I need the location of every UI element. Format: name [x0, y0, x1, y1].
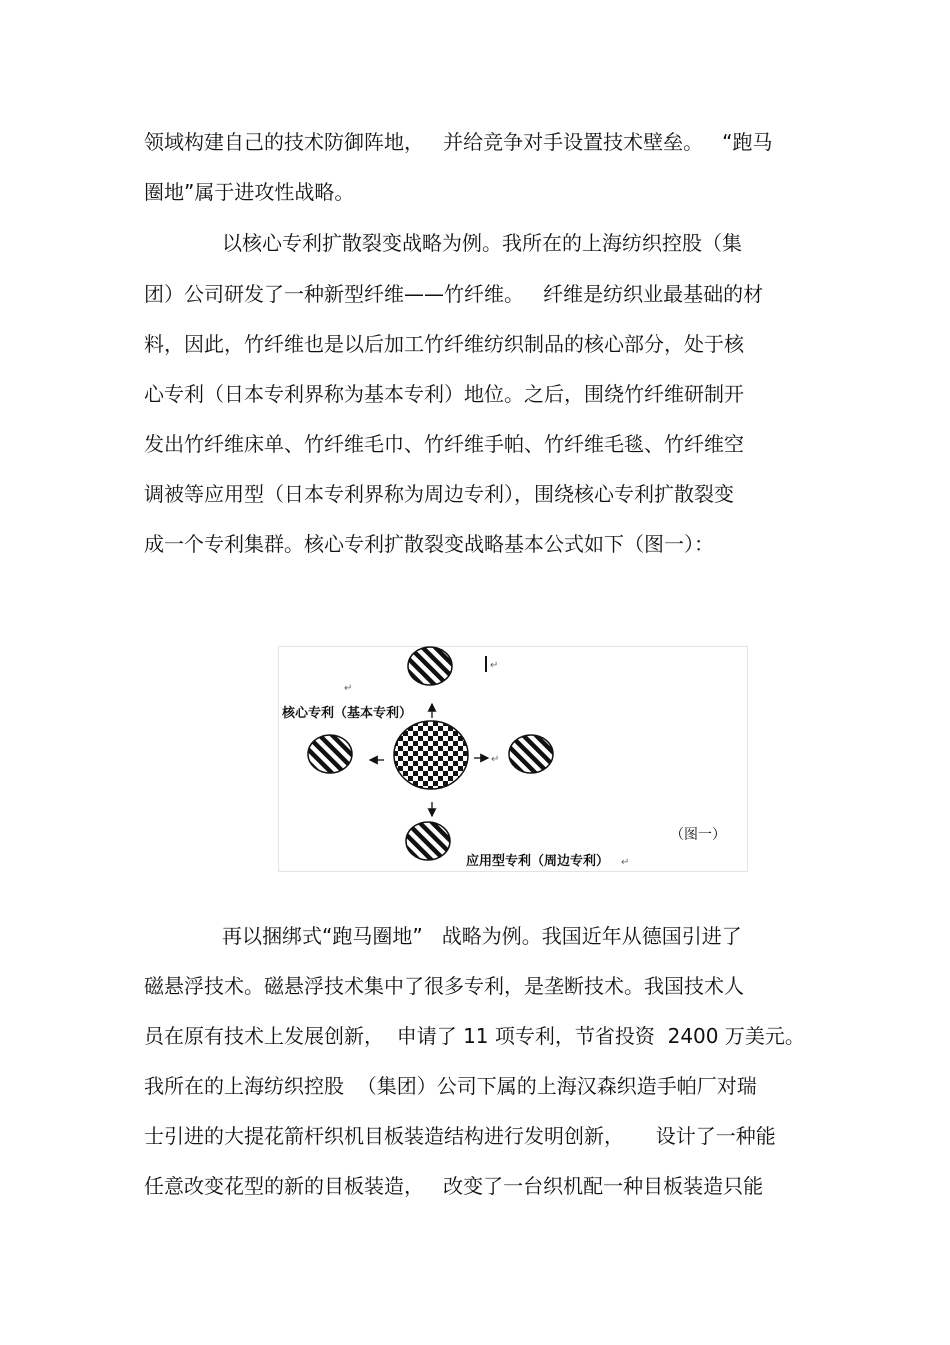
right-application-patent-circle [509, 735, 553, 773]
core-patent-label: 核心专利（基本专利） [282, 706, 413, 721]
paragraph-2-line-4: 心专利（日本专利界称为基本专利）地位。之后，围绕竹纤维研制开 [144, 382, 744, 406]
paragraph-3-line-4: 我所在的上海纺织控股 （集团）公司下属的上海汉森织造手帕厂对瑞 [144, 1074, 757, 1098]
left-application-patent-circle [308, 735, 352, 773]
bottom-application-patent-circle [406, 822, 450, 860]
patent-diagram-figure [278, 646, 748, 872]
paragraph-2-line-5: 发出竹纤维床单、竹纤维毛巾、竹纤维手帕、竹纤维毛毯、竹纤维空 [144, 432, 744, 456]
label-return-mark: ↵ [344, 683, 353, 694]
app-label-return-mark: ↵ [621, 857, 630, 868]
cursor-return-mark: ↵ [490, 660, 499, 671]
paragraph-3-line-5: 士引进的大提花箭杆织机目板装造结构进行发明创新， 设计了一种能 [144, 1124, 776, 1148]
right-arrow-return-mark: ↵ [491, 754, 500, 765]
core-patent-circle [394, 721, 468, 789]
paragraph-3-line-3: 员在原有技术上发展创新， 申请了 11 项专利，节省投资 2400 万美元。 [144, 1024, 805, 1048]
paragraph-3-line-2: 磁悬浮技术。磁悬浮技术集中了很多专利，是垄断技术。我国技术人 [144, 974, 744, 998]
paragraph-2-line-3: 料，因此，竹纤维也是以后加工竹纤维纺织制品的核心部分，处于核 [144, 332, 744, 356]
cursor-bar [485, 656, 487, 672]
paragraph-3-line-6: 任意改变花型的新的目板装造， 改变了一台织机配一种目板装造只能 [144, 1174, 764, 1198]
paragraph-2-line-1: 以核心专利扩散裂变战略为例。我所在的上海纺织控股（集 [222, 231, 742, 255]
application-patent-label: 应用型专利（周边专利） [466, 854, 610, 869]
figure-caption: （图一） [670, 827, 726, 843]
paragraph-2-line-7: 成一个专利集群。核心专利扩散裂变战略基本公式如下（图一）： [144, 532, 714, 556]
paragraph-1-line-2: 圈地”属于进攻性战略。 [144, 180, 355, 204]
paragraph-3-line-1: 再以捆绑式“跑马圈地” 战略为例。我国近年从德国引进了 [222, 924, 742, 948]
top-application-patent-circle [408, 647, 452, 685]
paragraph-1-line-1: 领域构建自己的技术防御阵地， 并给竞争对手设置技术壁垒。 “跑马 [144, 130, 773, 154]
paragraph-2-line-6: 调被等应用型（日本专利界称为周边专利），围绕核心专利扩散裂变 [144, 482, 734, 506]
paragraph-2-line-2: 团）公司研发了一种新型纤维——竹纤维。 纤维是纺织业最基础的材 [144, 282, 764, 306]
